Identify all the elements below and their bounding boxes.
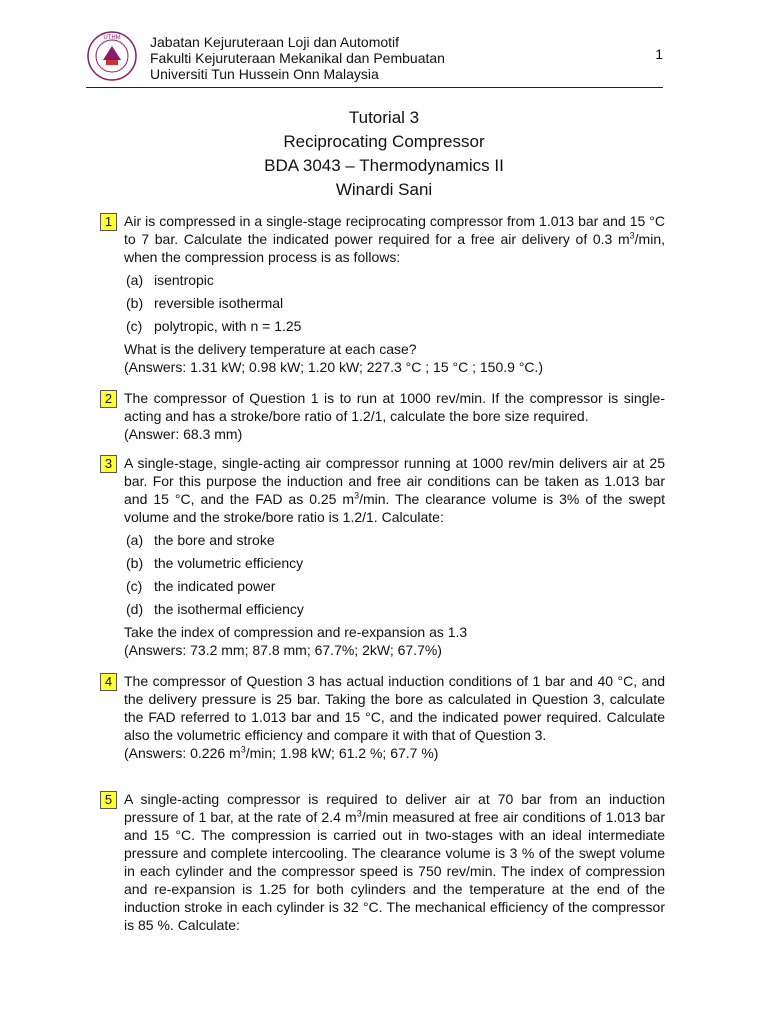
list-item: (a) the bore and stroke: [126, 532, 275, 548]
question-1: [100, 212, 665, 376]
question-4: [100, 672, 665, 762]
answers: (Answers: 1.31 kW; 0.98 kW; 1.20 kW; 227.3 °C ; 15 °C ; 150.9 °C.): [124, 359, 544, 375]
title-course: BDA 3043 – Thermodynamics II: [264, 156, 504, 175]
institution-block: [150, 34, 445, 82]
list-item: (a) isentropic: [126, 272, 214, 288]
title-author: Winardi Sani: [335, 180, 433, 199]
title-tutorial: Tutorial 3: [348, 108, 420, 127]
question-number: 4: [100, 673, 117, 691]
list-item: (b) the volumetric efficiency: [126, 555, 304, 571]
university-name: Universiti Tun Hussein Onn Malaysia: [150, 66, 379, 82]
question-2: [100, 389, 665, 443]
page-header: [86, 30, 663, 88]
list-item: (d) the isothermal efficiency: [126, 601, 304, 617]
question-text: The compressor of Question 1 is to run at 1000 rev/min. If the compressor is single-acting and has a stroke/bore ratio of 1.2/1, calculate the bore size required.: [124, 390, 665, 424]
title-topic: Reciprocating Compressor: [283, 132, 485, 151]
question-text: A single-acting compressor is required to deliver air at 70 bar from an induction pressure of 1 bar, at the rate of 2.4 $m^3/\min$ measured at free air conditions of 1.013 bar and 15 °C. The compression is carried out in two-stages with an ideal intermediate pressure and complete intercooling. The clearance volume is 3 % of the swept volume in each cylinder and the compressor speed is 750 rev/min. The index of compression and re-expansion is 1.25 for both cylinders and the temperature at the end of the induction stroke in each cylinder is 32 °C. The mechanical efficiency of the compressor is 85 %. Calculate:: [124, 791, 665, 933]
list-item: (c) the indicated power: [126, 578, 276, 594]
answers: (Answers: 0.226 $m^3/\min$; 1.98 kW; 61.2 %; 67.7 %): [124, 744, 439, 761]
sub-question-list: [126, 271, 665, 335]
question-text: The compressor of Question 3 has actual induction conditions of 1 bar and 40 °C, and the delivery pressure is 25 bar. Taking the bore as calculated in Question 3, calculate the FAD referred to 1.013 bar and 15 °C, and the indicated power required. Calculate also the volumetric efficiency and compare it with that of Question 3.: [124, 673, 665, 743]
question-prompt: What is the delivery temperature at each case?: [124, 341, 417, 357]
svg-text:UTHM: UTHM: [103, 35, 121, 41]
university-logo-icon: [86, 30, 138, 82]
answers: (Answer: 68.3 mm): [124, 426, 243, 442]
page-number: 1: [655, 46, 663, 62]
document-title: [0, 106, 768, 202]
question-note: Take the index of compression and re-expansion as 1.3: [124, 624, 468, 640]
question-text: A single-stage, single-acting air compressor running at 1000 rev/min delivers air at 25 bar. For this purpose the induction and free air conditions can be taken as 1.013 bar and 15 °C, and the FAD as 0.25 $m^3/\min$. The clearance volume is 3% of the swept volume and the stroke/bore ratio is 1.2/1. Calculate:: [124, 455, 665, 525]
answers: (Answers: 73.2 mm; 87.8 mm; 67.7%; 2kW; 67.7%): [124, 642, 442, 658]
question-number: 2: [100, 390, 117, 408]
list-item: (b) reversible isothermal: [126, 295, 284, 311]
question-number: 1: [100, 213, 117, 231]
list-item: (c) polytropic, with n = 1.25: [126, 318, 302, 334]
question-text: Air is compressed in a single-stage reciprocating compressor from 1.013 bar and 15 °C to 7 bar. Calculate the indicated power required for a free air delivery of 0.3 $m^3/\min$, when the compression process is as follows:: [124, 213, 665, 265]
question-5: [100, 790, 665, 934]
question-3: [100, 454, 665, 659]
sub-question-list: [126, 531, 665, 618]
question-number: 5: [100, 791, 117, 809]
department-name: Jabatan Kejuruteraan Loji dan Automotif: [150, 34, 400, 50]
question-number: 3: [100, 455, 117, 473]
faculty-name: Fakulti Kejuruteraan Mekanikal dan Pembuatan: [150, 50, 445, 66]
